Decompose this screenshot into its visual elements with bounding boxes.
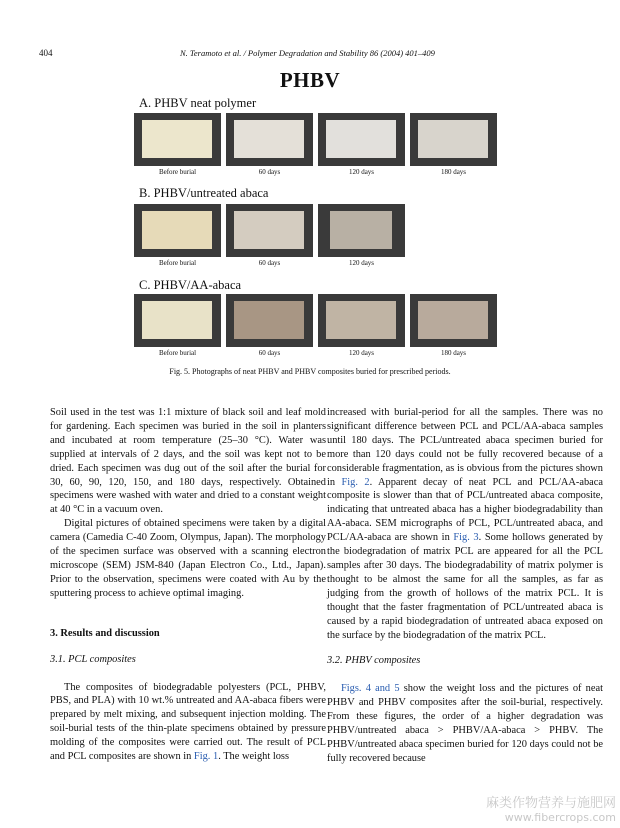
text-span: . Apparent decay of neat PCL and PCL/AA-abaca composite is slower than that of PCL/untreated abaca composite, indicating that untreated abaca has a higher biodegradability than AA-abaca. SEM micrographs of PCL, PCL/untreated abaca, and PCL/AA-abaca are shown in: [327, 476, 603, 544]
figure-3-link[interactable]: Fig. 3: [453, 532, 479, 544]
specimen: [418, 120, 488, 158]
text-span: . The weight loss: [218, 751, 289, 763]
photo-caption: Before burial: [158, 168, 197, 176]
text-span: increased with burial-period for all the samples. There was no significant difference between PCL and PCL/AA-abaca samples until 180 days. The PCL/untreated abaca specimen buried for more than 120 days could not be fully recovered because of a considerable fragmentation, as is obvious from the pictures shown in: [327, 407, 603, 488]
specimen: [234, 120, 304, 158]
panel-label-c: C. PHBV/AA-abaca: [139, 278, 242, 292]
watermark-text: 麻类作物营养与施肥网: [485, 796, 616, 811]
text-span: The composites of biodegradable polyesters (PCL, PHBV, PBS, and PLA) with 10 wt.% untreated and AA-abaca fibers were prepared by melt mixing, and subsequent injection molding. The soil-burial tests of the thin-plate specimens obtained by pressure molding of the composites were carried out. The result of PCL and PCL composites are shown in: [50, 681, 326, 763]
photo-b-60-days: [226, 204, 313, 257]
paragraph: [327, 406, 603, 642]
watermark: [486, 792, 616, 824]
subsection-heading: 3.2. PHBV composites: [327, 655, 421, 667]
specimen: [326, 301, 396, 339]
figure-title: PHBV: [279, 68, 341, 92]
specimen: [142, 211, 212, 249]
specimen: [142, 301, 212, 339]
specimen: [142, 120, 212, 158]
panel-label-a: A. PHBV neat polymer: [139, 96, 257, 110]
photo-c-180-days: [410, 294, 497, 347]
photo-b-120-days: [318, 204, 405, 257]
right-column: [327, 406, 603, 766]
photo-caption: 120 days: [348, 349, 375, 357]
photo-a-before-burial: [134, 113, 221, 166]
photo-c-120-days: [318, 294, 405, 347]
specimen: [418, 301, 488, 339]
photo-caption: 120 days: [348, 168, 375, 176]
text-span: . Some hollows generated by the biodegradation of matrix PCL are appeared for all the PCL samples after 30 days. The biodegradability of matrix polymer is thought to be almost the same for all the samples, as far as judging from the growth of hollows of the matrix PCL. It is thought that the faster fragmentation of PCL/untreated abaca is caused by a rapid biodegradation of untreated abaca exposed on the surface by the biodegradation of the matrix PCL.: [327, 532, 603, 641]
figures-4-5-link[interactable]: Figs. 4 and 5: [341, 683, 400, 695]
section-heading: 3. Results and discussion: [50, 627, 160, 639]
paragraph: [50, 681, 326, 764]
photo-a-180-days: [410, 113, 497, 166]
specimen: [234, 211, 304, 249]
photo-caption: 60 days: [258, 349, 281, 357]
photo-caption: Before burial: [158, 259, 197, 267]
photo-caption: 180 days: [440, 349, 467, 357]
text-span: show the weight loss and the pictures of neat PHBV and PHBV composites after the soil-burial, respectively. From these figures, the order of a higher degradation was PHBV/untreated abaca > PHBV/AA-abaca > PHBV. The PHBV/untreated abaca specimen buried for 120 days could not be fully recovered because: [327, 683, 603, 764]
photo-c-60-days: [226, 294, 313, 347]
photo-a-120-days: [318, 113, 405, 166]
paragraph: Digital pictures of obtained specimens were taken by a digital camera (Camedia C-40 Zoom, Olympus, Japan). The morphology of the specimen surface was observed with a scanning electron microscope (SEM) JSM-840 (Japan Electron Co., Ltd., Japan). Prior to the observation, specimens were coated with Au by the sputtering process to achieve optimal imaging.: [50, 518, 326, 599]
figure-1-link[interactable]: Fig. 1: [193, 751, 219, 763]
photo-b-before-burial: [134, 204, 221, 257]
specimen: [326, 120, 396, 158]
watermark-url: www.fibercrops.com: [504, 811, 616, 824]
photo-a-60-days: [226, 113, 313, 166]
photo-caption: 60 days: [258, 168, 281, 176]
photo-caption: 60 days: [258, 259, 281, 267]
figure-caption: Fig. 5. Photographs of neat PHBV and PHBV composites buried for prescribed periods.: [169, 367, 451, 376]
specimen: [234, 301, 304, 339]
page-number: 404: [39, 48, 53, 58]
panel-label-b: B. PHBV/untreated abaca: [139, 186, 269, 200]
running-head: N. Teramoto et al. / Polymer Degradation and Stability 86 (2004) 401–409: [180, 48, 435, 58]
photo-c-before-burial: [134, 294, 221, 347]
paragraph: [327, 682, 603, 765]
subsection-heading: 3.1. PCL composites: [50, 653, 136, 665]
left-column: [50, 406, 326, 764]
photo-caption: 180 days: [440, 168, 467, 176]
photo-caption: Before burial: [158, 349, 197, 357]
specimen: [330, 211, 392, 249]
paragraph: Soil used in the test was 1:1 mixture of black soil and leaf mold for gardening. Each specimen was buried in the soil in planters and incubated at room temperature (25–30 °C). Water was supplied at intervals of 2 days, and the soil was kept not to be dried. Each specimen was dug out of the soil after the burial for 30, 60, 90, 120, 150, and 180 days, respectively. Obtained specimens were washed with water and dried to a constant weight at 40 °C in a vacuum oven.: [50, 407, 326, 516]
photo-caption: 120 days: [348, 259, 375, 267]
figure-2-link[interactable]: Fig. 2: [341, 476, 370, 488]
